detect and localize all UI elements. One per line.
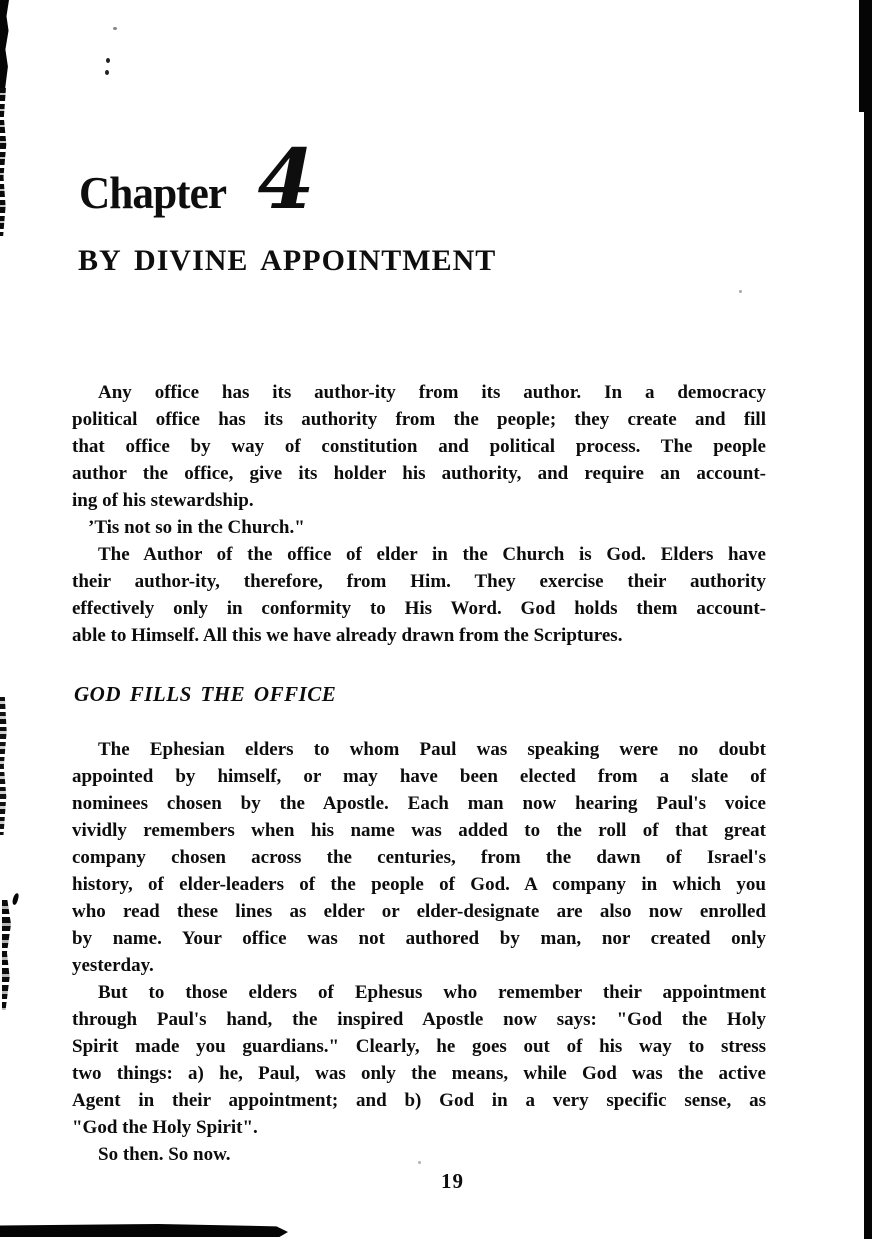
text-line: But to those elders of Ephesus who remember their appointment bbox=[98, 982, 766, 1003]
text-line: Agent in their appointment; and b) God in a very specific sense, as bbox=[72, 1090, 766, 1111]
text-line: effectively only in conformity to His Word. God holds them account- bbox=[72, 598, 766, 619]
text-line: by name. Your office was not authored by man, nor created only bbox=[72, 928, 766, 949]
section-heading: GOD FILLS THE OFFICE bbox=[74, 682, 337, 706]
chapter-heading bbox=[79, 132, 315, 228]
scan-artifact-right-edge bbox=[864, 0, 872, 1239]
text-line: The Author of the office of elder in the Church is God. Elders have bbox=[98, 544, 766, 565]
chapter-title: BY DIVINE APPOINTMENT bbox=[78, 244, 497, 277]
paragraph-3 bbox=[72, 541, 766, 649]
scan-artifact-left-mid-strip bbox=[0, 88, 7, 236]
text-line: So then. So now. bbox=[98, 1144, 231, 1165]
scan-speck bbox=[105, 70, 109, 75]
scan-artifact-right-edge-top bbox=[859, 0, 872, 112]
text-line: nominees chosen by the Apostle. Each man now hearing Paul's voice bbox=[72, 793, 766, 814]
chapter-label: Chapter bbox=[79, 167, 227, 218]
page-number: 19 bbox=[441, 1169, 464, 1193]
text-line: who read these lines as elder or elder-designate are also now enrolled bbox=[72, 901, 766, 922]
text-line: two things: a) he, Paul, was only the means, while God was the active bbox=[72, 1063, 766, 1084]
paragraph-4 bbox=[72, 736, 766, 979]
text-line: author the office, give its holder his authority, and require an account- bbox=[72, 463, 766, 484]
text-line: yesterday. bbox=[72, 955, 154, 976]
chapter-number: 4 bbox=[257, 132, 315, 228]
paragraph-2 bbox=[72, 514, 766, 541]
text-line: appointed by himself, or may have been elected from a slate of bbox=[72, 766, 766, 787]
text-line: history, of elder-leaders of the people of God. A company in which you bbox=[72, 874, 766, 895]
text-line: The Ephesian elders to whom Paul was speaking were no doubt bbox=[98, 739, 766, 760]
paragraph-1 bbox=[72, 379, 766, 514]
text-line: vividly remembers when his name was added to the roll of that great bbox=[72, 820, 766, 841]
scan-speck bbox=[113, 27, 117, 30]
paragraph-6 bbox=[72, 1141, 766, 1168]
text-line: "God the Holy Spirit". bbox=[72, 1117, 258, 1138]
text-line: company chosen across the centuries, from the dawn of Israel's bbox=[72, 847, 766, 868]
text-line: political office has its authority from the people; they create and fill bbox=[72, 409, 766, 430]
text-line: Spirit made you guardians." Clearly, he goes out of his way to stress bbox=[72, 1036, 766, 1057]
scan-speck bbox=[739, 290, 742, 293]
text-line: able to Himself. All this we have already drawn from the Scriptures. bbox=[72, 625, 623, 646]
scan-artifact-left-bottom-strip bbox=[2, 900, 11, 1010]
scan-artifact-comma-mark bbox=[12, 893, 20, 906]
body-text bbox=[72, 379, 766, 1168]
scan-artifact-left-top-strip bbox=[0, 0, 9, 90]
paragraph-5 bbox=[72, 979, 766, 1141]
text-line: through Paul's hand, the inspired Apostle now says: "God the Holy bbox=[72, 1009, 766, 1030]
text-line: that office by way of constitution and political process. The people bbox=[72, 436, 766, 457]
scan-speck bbox=[106, 58, 110, 63]
text-line: ing of his stewardship. bbox=[72, 490, 254, 511]
text-line: their author-ity, therefore, from Him. They exercise their authority bbox=[72, 571, 766, 592]
text-line: ’Tis not so in the Church." bbox=[88, 517, 305, 538]
text-line: Any office has its author-ity from its author. In a democracy bbox=[98, 382, 766, 403]
scan-artifact-bottom-bar bbox=[0, 1224, 288, 1237]
scan-artifact-left-lower-strip bbox=[0, 697, 7, 835]
